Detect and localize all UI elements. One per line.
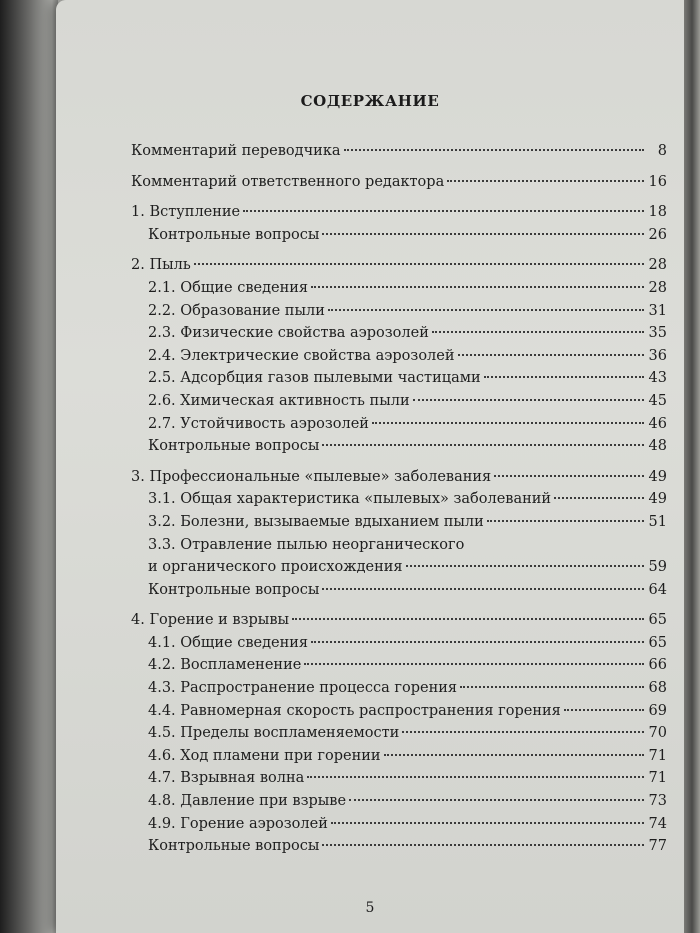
toc-entry [131,511,667,534]
toc-label: 4.3. Распространение процесса горения [148,680,458,697]
toc-page-number: 48 [648,438,667,455]
toc-label: 4.1. Общие сведения [148,634,309,651]
table-of-contents [131,128,667,858]
dot-leader [322,844,644,846]
toc-page-number: 74 [648,815,667,832]
toc-label: 3. Профессиональные «пылевые» заболевания [131,468,492,485]
toc-entry [131,254,667,277]
toc-entry [131,579,667,602]
toc-entry [131,700,667,723]
page-title: СОДЕРЖАНИЕ [300,92,440,110]
toc-entry [131,813,667,836]
dot-leader [554,497,644,499]
toc-label: 4.2. Воспламенение [148,657,302,674]
toc-label: Контрольные вопросы [148,438,320,455]
toc-page-number: 73 [648,793,667,810]
toc-label: 4.8. Давление при взрыве [148,793,347,810]
toc-entry [131,767,667,790]
toc-label: 4.5. Пределы воспламеняемости [148,725,400,742]
toc-entry [131,677,667,700]
toc-entry [131,300,667,323]
dot-leader [194,263,644,265]
toc-page-number: 66 [648,657,667,674]
dot-leader [458,354,644,356]
toc-label: 3.2. Болезни, вызываемые вдыханием пыли [148,513,484,530]
toc-label: 1. Вступление [131,204,241,221]
toc-label-line1: 3.3. Отравление пылью неорганического [148,536,465,553]
toc-label: 2.6. Химическая активность пыли [148,392,410,409]
toc-page-number: 49 [648,491,667,508]
toc-page-number: 46 [648,415,667,432]
toc-entry [131,488,667,511]
toc-entry [131,224,667,247]
toc-entry [131,654,667,677]
toc-label: 2.5. Адсорбция газов пылевыми частицами [148,370,481,387]
dot-leader [406,565,644,567]
dot-leader [402,731,644,733]
dot-leader [322,444,644,446]
toc-label: 2. Пыль [131,257,191,274]
toc-entry [131,390,667,413]
dot-leader [307,776,644,778]
toc-label: 4. Горение и взрывы [131,612,290,629]
toc-entry [131,632,667,655]
toc-label: 2.4. Электрические свойства аэрозолей [148,347,455,364]
toc-page-number: 45 [648,392,667,409]
toc-entry [131,556,667,579]
toc-page-number: 26 [648,226,667,243]
toc-entry [131,435,667,458]
toc-label: Комментарий ответственного редактора [131,173,445,190]
toc-page-number: 43 [648,370,667,387]
toc-page-number: 49 [648,468,667,485]
toc-label: 2.2. Образование пыли [148,302,325,319]
dot-leader [484,376,644,378]
toc-entry [131,171,667,194]
dot-leader [447,180,644,182]
toc-entry [131,466,667,489]
toc-entry [131,322,667,345]
dot-leader [322,233,644,235]
toc-page-number: 51 [648,513,667,530]
dot-leader [304,663,644,665]
toc-label: 2.3. Физические свойства аэрозолей [148,325,429,342]
toc-entry [131,277,667,300]
right-page-edge [684,0,700,933]
dot-leader [384,754,644,756]
toc-page-number: 69 [648,702,667,719]
toc-entry [131,140,667,163]
dot-leader [322,588,644,590]
toc-entry [131,745,667,768]
page-number-folio: 5 [365,900,375,916]
toc-label: 4.7. Взрывная волна [148,770,305,787]
toc-page-number: 65 [648,634,667,651]
toc-label: Контрольные вопросы [148,581,320,598]
toc-page-number: 77 [648,838,667,855]
toc-page-number: 28 [648,279,667,296]
toc-entry [131,201,667,224]
dot-leader [311,286,644,288]
toc-page-number: 65 [648,612,667,629]
toc-page-number: 31 [648,302,667,319]
toc-page-number: 18 [648,204,667,221]
toc-entry [131,345,667,368]
toc-label: 3.1. Общая характеристика «пылевых» заболеваний [148,491,552,508]
toc-label: 4.9. Горение аэрозолей [148,815,328,832]
toc-label: 2.1. Общие сведения [148,279,309,296]
toc-page-number: 16 [648,173,667,190]
dot-leader [487,520,644,522]
toc-label: 4.4. Равномерная скорость распространения горения [148,702,561,719]
toc-label: 2.7. Устойчивость аэрозолей [148,415,369,432]
toc-page-number: 8 [657,143,667,159]
toc-page-number: 71 [648,770,667,787]
dot-leader [413,399,644,401]
toc-page-number: 28 [648,257,667,274]
toc-label: Контрольные вопросы [148,838,320,855]
toc-entry [131,367,667,390]
toc-entry [131,609,667,632]
dot-leader [432,331,644,333]
toc-entry-multiline [131,534,667,579]
toc-label-line2: и органического происхождения [148,559,403,576]
dot-leader [372,422,644,424]
dot-leader [328,309,644,311]
toc-page-number: 70 [648,725,667,742]
toc-label: 4.6. Ход пламени при горении [148,747,381,764]
dot-leader [311,641,644,643]
toc-label: Контрольные вопросы [148,226,320,243]
toc-page-number: 59 [648,559,667,576]
dot-leader [292,618,644,620]
dot-leader [460,686,644,688]
dot-leader [494,475,644,477]
toc-page-number: 36 [648,347,667,364]
toc-label: Комментарий переводчика [131,143,341,159]
dot-leader [349,799,644,801]
toc-entry [131,413,667,436]
toc-page-number: 64 [648,581,667,598]
toc-page-number: 35 [648,325,667,342]
toc-entry [131,790,667,813]
dot-leader [243,210,644,212]
toc-page-number: 71 [648,747,667,764]
left-page-edge [0,0,58,933]
dot-leader [344,149,644,151]
dot-leader [331,822,644,824]
toc-entry [131,835,667,858]
dot-leader [564,709,644,711]
toc-entry [131,722,667,745]
toc-page-number: 68 [648,680,667,697]
